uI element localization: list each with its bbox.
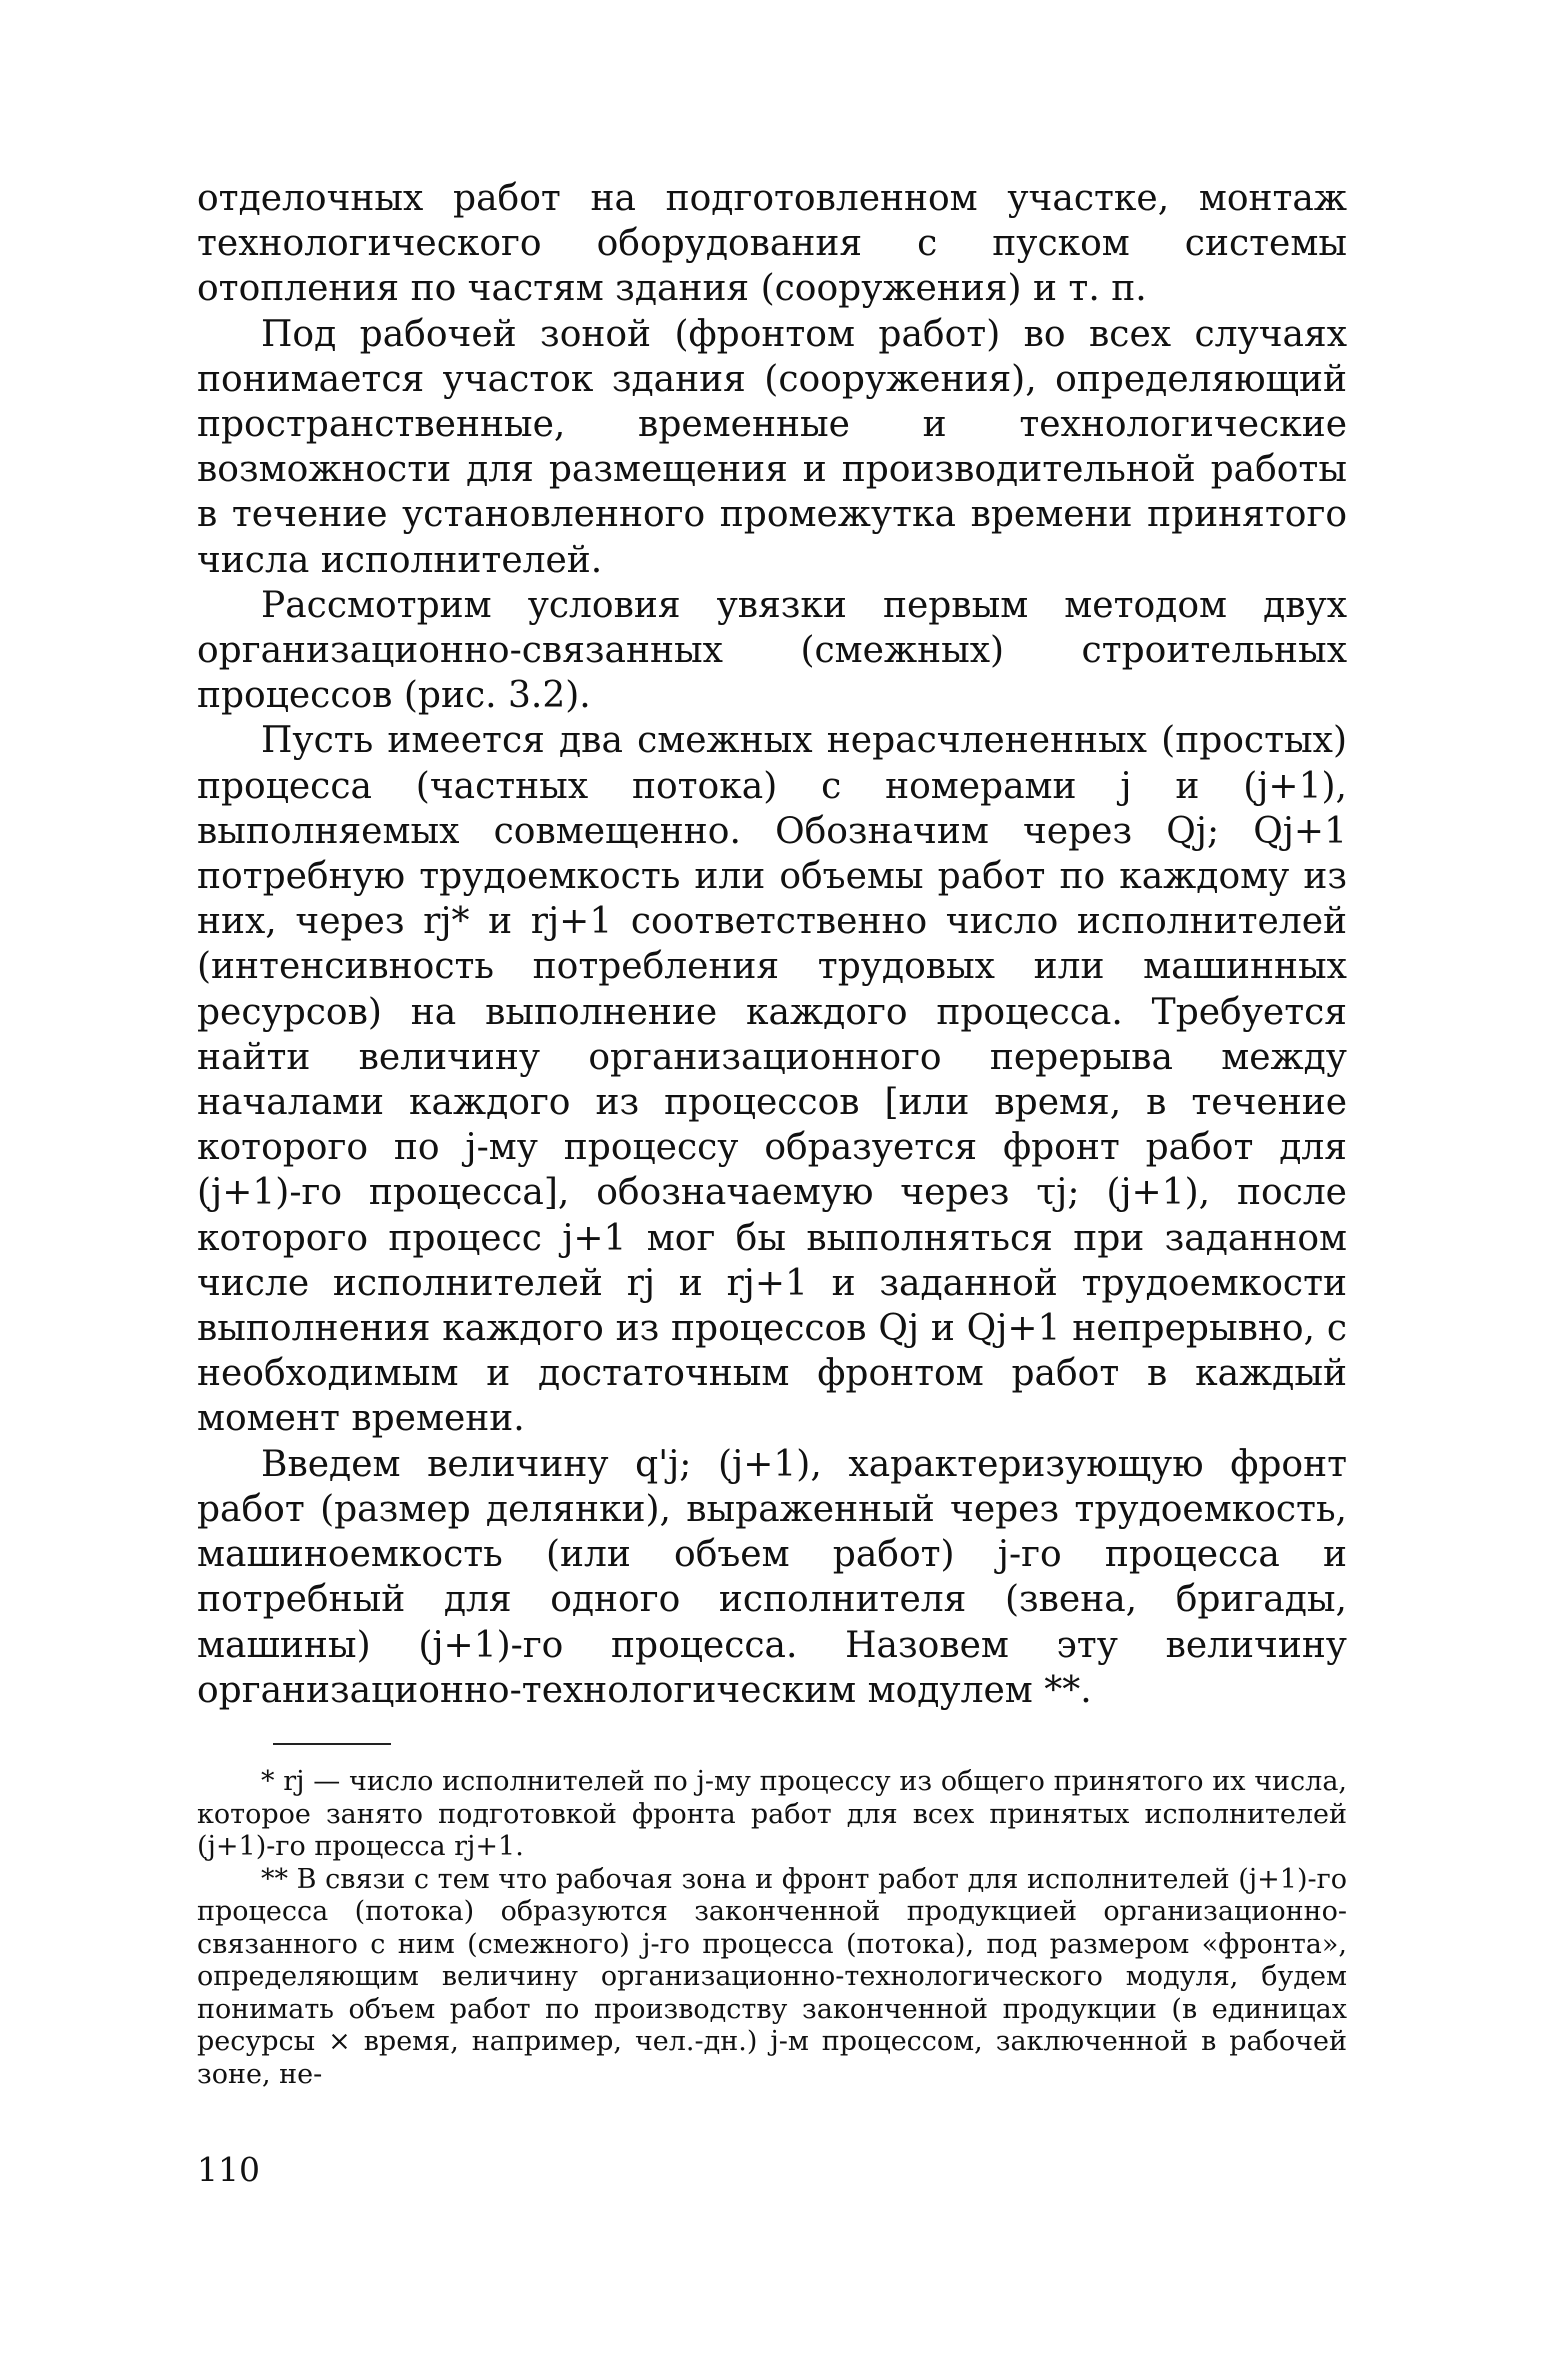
page-number: 110 <box>197 2150 260 2189</box>
footnote-2: ** В связи с тем что рабочая зона и фронт работ для исполнителей (j+1)-го процесса (потока) образуются законченной продукцией организационно-связанного с ним (смежного) j-го процесса (потока), под размером «фронта», определяющим величину организационно-технологического модуля, будем понимать объем работ по производству законченной продукции (в единицах ресурсы × время, например, чел.-дн.) j-м процессом, заключенной в рабочей зоне, не- <box>197 1863 1347 2090</box>
main-text <box>197 176 1347 1713</box>
paragraph-3: Рассмотрим условия увязки первым методом двух организационно-связанных (смежных) строительных процессов (рис. 3.2). <box>197 584 1347 717</box>
footnote-1: * rj — число исполнителей по j-му процессу из общего принятого их числа, которое занято подготовкой фронта работ для всех принятых исполнителей (j+1)-го процесса rj+1. <box>197 1766 1347 1862</box>
paragraph-5: Введем величину q'j; (j+1), характеризующую фронт работ (размер делянки), выраженный через трудоемкость, машиноемкость (или объем работ) j-го процесса и потребный для одного исполнителя (звена, бригады, машины) (j+1)-го процесса. Назовем эту величину организационно-технологическим модулем **. <box>197 1443 1347 1711</box>
paragraph-2: Под рабочей зоной (фронтом работ) во всех случаях понимается участок здания (сооружения), определяющий пространственные, временные и технологические возможности для размещения и производительной работы в течение установленного промежутка времени принятого числа исполнителей. <box>197 313 1347 581</box>
footnotes <box>197 1766 1347 2091</box>
footnote-separator <box>273 1743 391 1745</box>
paragraph-4: Пусть имеется два смежных нерасчлененных (простых) процесса (частных потока) с номерами j и (j+1), выполняемых совмещенно. Обозначим через Qj; Qj+1 потребную трудоемкость или объемы работ по каждому из них, через rj* и rj+1 соответственно число исполнителей (интенсивность потребления трудовых или машинных ресурсов) на выполнение каждого процесса. Требуется найти величину организационного перерыва между началами каждого из процессов [или время, в течение которого по j-му процессу образуется фронт работ для (j+1)-го процесса], обозначаемую через τj; (j+1), после которого процесс j+1 мог бы выполняться при заданном числе исполнителей rj и rj+1 и заданной трудоемкости выполнения каждого из процессов Qj и Qj+1 непрерывно, с необходимым и достаточным фронтом работ в каждый момент времени. <box>197 720 1347 1440</box>
paragraph-1: отделочных работ на подготовленном участке, монтаж технологического оборудования с пуском системы отопления по частям здания (сооружения) и т. п. <box>197 178 1347 310</box>
